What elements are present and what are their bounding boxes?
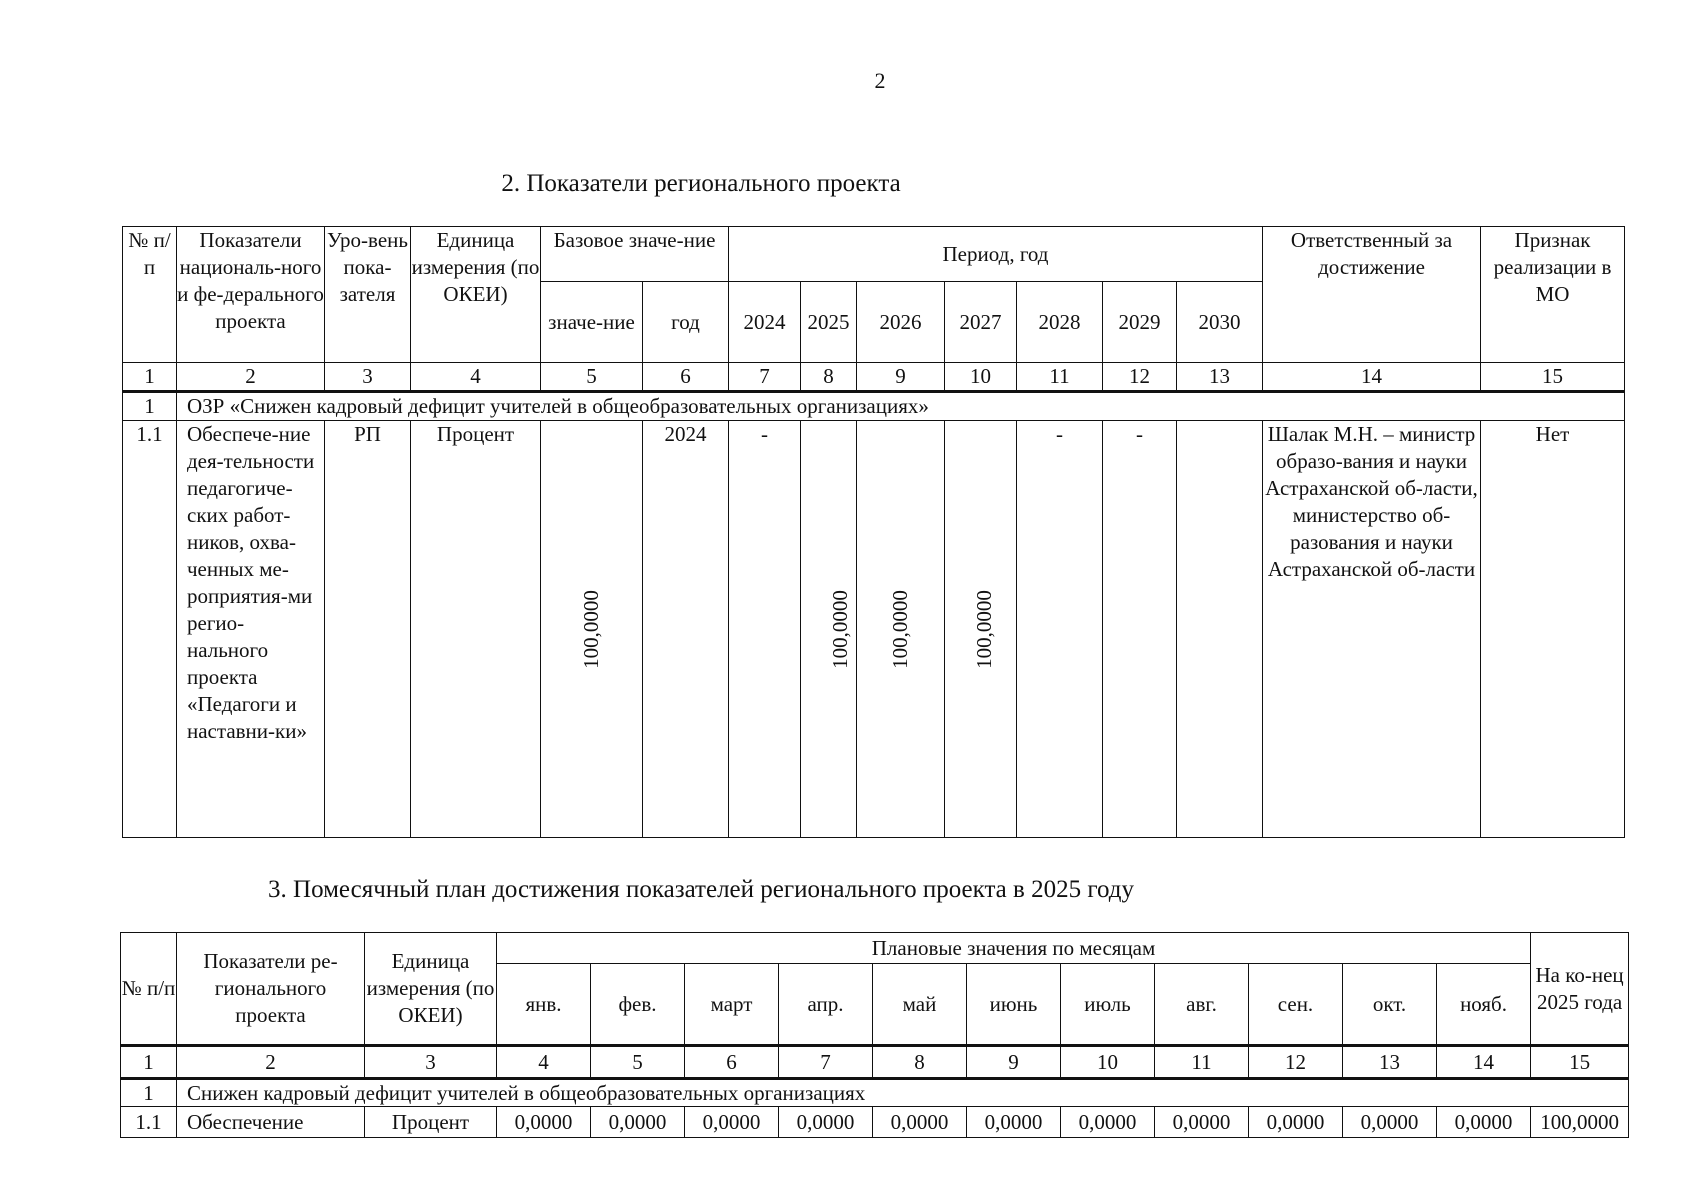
section-3-title: 3. Помесячный план достижения показателей регионального проекта в 2025 году: [268, 876, 1134, 903]
column-number: 2: [177, 1046, 365, 1079]
table-row: [121, 1107, 1629, 1138]
header-end-year: На ко-нец 2025 года: [1531, 933, 1629, 1046]
column-number: 10: [945, 363, 1017, 392]
column-number: 14: [1437, 1046, 1531, 1079]
column-number: 13: [1343, 1046, 1437, 1079]
header-month: янв.: [497, 964, 591, 1046]
row-2025: [801, 421, 857, 838]
column-number: 12: [1103, 363, 1177, 392]
row-2028: -: [1017, 421, 1103, 838]
header-mo-flag: Признак реализации в МО: [1481, 227, 1625, 363]
header-unit: Единица измерения (по ОКЕИ): [411, 227, 541, 363]
column-number: 9: [967, 1046, 1061, 1079]
table-row: [123, 421, 1625, 838]
goal-num: 1: [123, 392, 177, 421]
row-month-value: 0,0000: [497, 1107, 591, 1138]
header-base-year: год: [643, 282, 729, 363]
row-month-value: 0,0000: [1249, 1107, 1343, 1138]
row-indicator: Обеспече-ние дея-тельности педагогиче-ских работ-ников, охва-ченных ме-роприятия-ми регио-нального проекта «Педагоги и наставни-ки»: [177, 421, 325, 838]
column-number: 2: [177, 363, 325, 392]
column-number: 10: [1061, 1046, 1155, 1079]
row-base-value-text: 100,0000: [579, 589, 603, 669]
column-number: 8: [801, 363, 857, 392]
header-month: окт.: [1343, 964, 1437, 1046]
row-responsible: Шалак М.Н. – министр образо-вания и науки Астраханской об-ласти, министерство об-разования и науки Астраханской об-ласти: [1263, 421, 1481, 838]
header-month: апр.: [779, 964, 873, 1046]
column-number: 9: [857, 363, 945, 392]
column-number: 4: [497, 1046, 591, 1079]
header-num: № п/п: [123, 227, 177, 363]
column-number: 13: [1177, 363, 1263, 392]
column-number: 7: [729, 363, 801, 392]
row-2027-text: 100,0000: [971, 589, 996, 669]
column-number: 6: [685, 1046, 779, 1079]
column-number: 15: [1481, 363, 1625, 392]
row-2024: -: [729, 421, 801, 838]
header-year: 2024: [729, 282, 801, 363]
row-month-value: 0,0000: [1437, 1107, 1531, 1138]
header-planned: Плановые значения по месяцам: [497, 933, 1531, 964]
header-month: авг.: [1155, 964, 1249, 1046]
column-number: 7: [779, 1046, 873, 1079]
goal-row: [123, 392, 1625, 421]
column-number: 11: [1017, 363, 1103, 392]
row-2026: [857, 421, 945, 838]
header-level: Уро-вень пока-зателя: [325, 227, 411, 363]
row-month-value: 0,0000: [1343, 1107, 1437, 1138]
row-2029: -: [1103, 421, 1177, 838]
header-base: Базовое значе-ние: [541, 227, 729, 282]
header-num: № п/п: [121, 933, 177, 1046]
row-month-value: 0,0000: [873, 1107, 967, 1138]
header-month: нояб.: [1437, 964, 1531, 1046]
row-2026-text: 100,0000: [888, 589, 912, 669]
row-unit: Процент: [365, 1107, 497, 1138]
column-numbers-row: [123, 363, 1625, 392]
header-year: 2025: [801, 282, 857, 363]
indicators-table: [122, 226, 1625, 838]
header-month: сен.: [1249, 964, 1343, 1046]
goal-text: ОЗР «Снижен кадровый дефицит учителей в общеобразовательных организациях»: [177, 392, 1625, 421]
header-responsible: Ответственный за достижение: [1263, 227, 1481, 363]
column-number: 8: [873, 1046, 967, 1079]
row-month-value: 0,0000: [967, 1107, 1061, 1138]
header-year: 2028: [1017, 282, 1103, 363]
column-number: 11: [1155, 1046, 1249, 1079]
column-numbers-row: [121, 1046, 1629, 1079]
row-2030: [1177, 421, 1263, 838]
header-month: июль: [1061, 964, 1155, 1046]
page-number: 2: [874, 68, 886, 93]
section-2-title: 2. Показатели регионального проекта: [501, 170, 901, 197]
row-month-value: 0,0000: [591, 1107, 685, 1138]
column-number: 1: [121, 1046, 177, 1079]
goal-text: Снижен кадровый дефицит учителей в общеобразовательных организациях: [177, 1079, 1629, 1107]
header-year: 2029: [1103, 282, 1177, 363]
column-number: 1: [123, 363, 177, 392]
column-number: 14: [1263, 363, 1481, 392]
row-month-value: 0,0000: [1155, 1107, 1249, 1138]
row-end-year: 100,0000: [1531, 1107, 1629, 1138]
header-month: июнь: [967, 964, 1061, 1046]
column-number: 5: [541, 363, 643, 392]
row-level: РП: [325, 421, 411, 838]
row-base-value: [541, 421, 643, 838]
column-number: 12: [1249, 1046, 1343, 1079]
column-number: 6: [643, 363, 729, 392]
column-number: 3: [365, 1046, 497, 1079]
header-month: май: [873, 964, 967, 1046]
header-year: 2027: [945, 282, 1017, 363]
row-indicator: Обеспечение: [177, 1107, 365, 1138]
header-indicators: Показатели ре-гионального проекта: [177, 933, 365, 1046]
header-month: март: [685, 964, 779, 1046]
row-month-value: 0,0000: [685, 1107, 779, 1138]
row-2027: [945, 421, 1017, 838]
row-num: 1.1: [123, 421, 177, 838]
header-period: Период, год: [729, 227, 1263, 282]
row-2025-text: 100,0000: [827, 589, 852, 669]
row-month-value: 0,0000: [779, 1107, 873, 1138]
row-base-year: 2024: [643, 421, 729, 838]
header-year: 2030: [1177, 282, 1263, 363]
row-unit: Процент: [411, 421, 541, 838]
header-month: фев.: [591, 964, 685, 1046]
column-number: 5: [591, 1046, 685, 1079]
goal-row: [121, 1079, 1629, 1107]
row-num: 1.1: [121, 1107, 177, 1138]
column-number: 4: [411, 363, 541, 392]
header-year: 2026: [857, 282, 945, 363]
header-base-value: значе-ние: [541, 282, 643, 363]
row-mo-flag: Нет: [1481, 421, 1625, 838]
column-number: 3: [325, 363, 411, 392]
monthly-plan-table: [120, 932, 1629, 1138]
column-number: 15: [1531, 1046, 1629, 1079]
row-month-value: 0,0000: [1061, 1107, 1155, 1138]
header-unit: Единица измерения (по ОКЕИ): [365, 933, 497, 1046]
goal-num: 1: [121, 1079, 177, 1107]
header-indicators: Показатели националь-ного и фе-дерального проекта: [177, 227, 325, 363]
